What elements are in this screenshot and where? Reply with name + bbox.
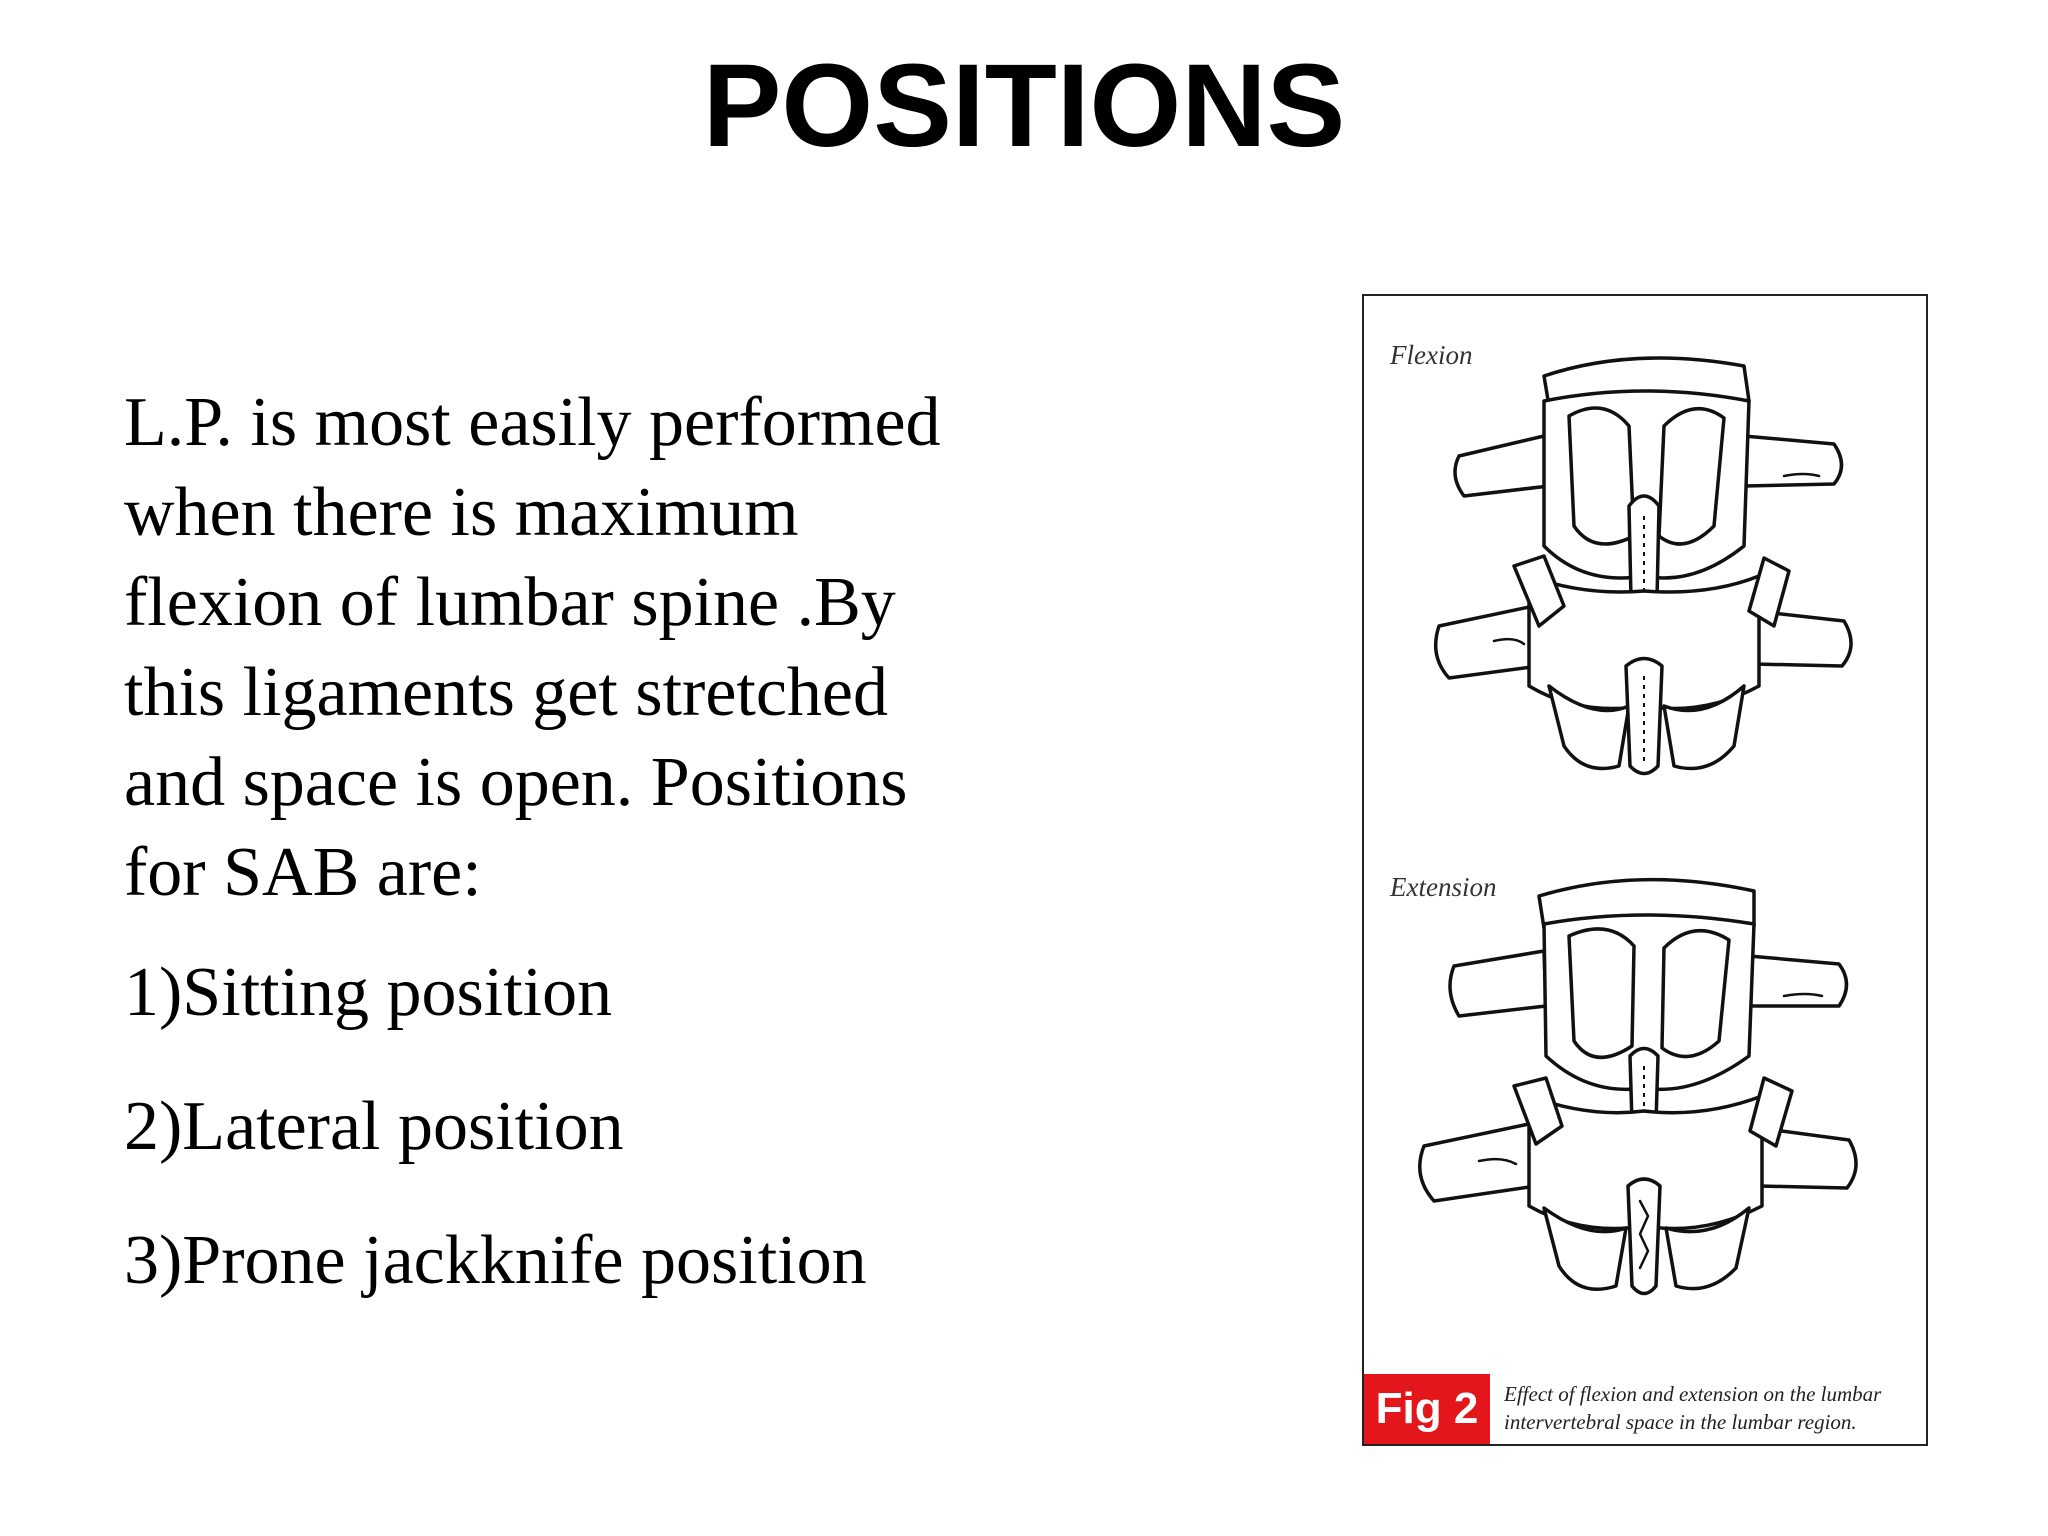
position-item-sitting: 1)Sitting position <box>124 954 613 1031</box>
fig-caption: Effect of flexion and extension on the lumbar intervertebral space in the lumbar region. <box>1504 1382 1882 1434</box>
extension-label: Extension <box>1390 872 1497 902</box>
intro-paragraph: L.P. is most easily performed when there is maximum flexion of lumbar spine .By this ligaments get stretched and space is open. Positions for SAB are: <box>124 384 941 911</box>
extension-vertebrae-illustration <box>1364 856 1926 1336</box>
flexion-label: Flexion <box>1390 340 1473 370</box>
flexion-vertebrae-illustration <box>1364 326 1926 826</box>
spine-figure <box>1362 294 1928 1446</box>
slide-title: POSITIONS <box>702 40 1346 172</box>
position-item-prone-jackknife: 3)Prone jackknife position <box>124 1222 867 1299</box>
position-item-lateral: 2)Lateral position <box>124 1088 624 1165</box>
fig-tag: Fig 2 <box>1364 1374 1490 1444</box>
body-text <box>124 378 964 1350</box>
